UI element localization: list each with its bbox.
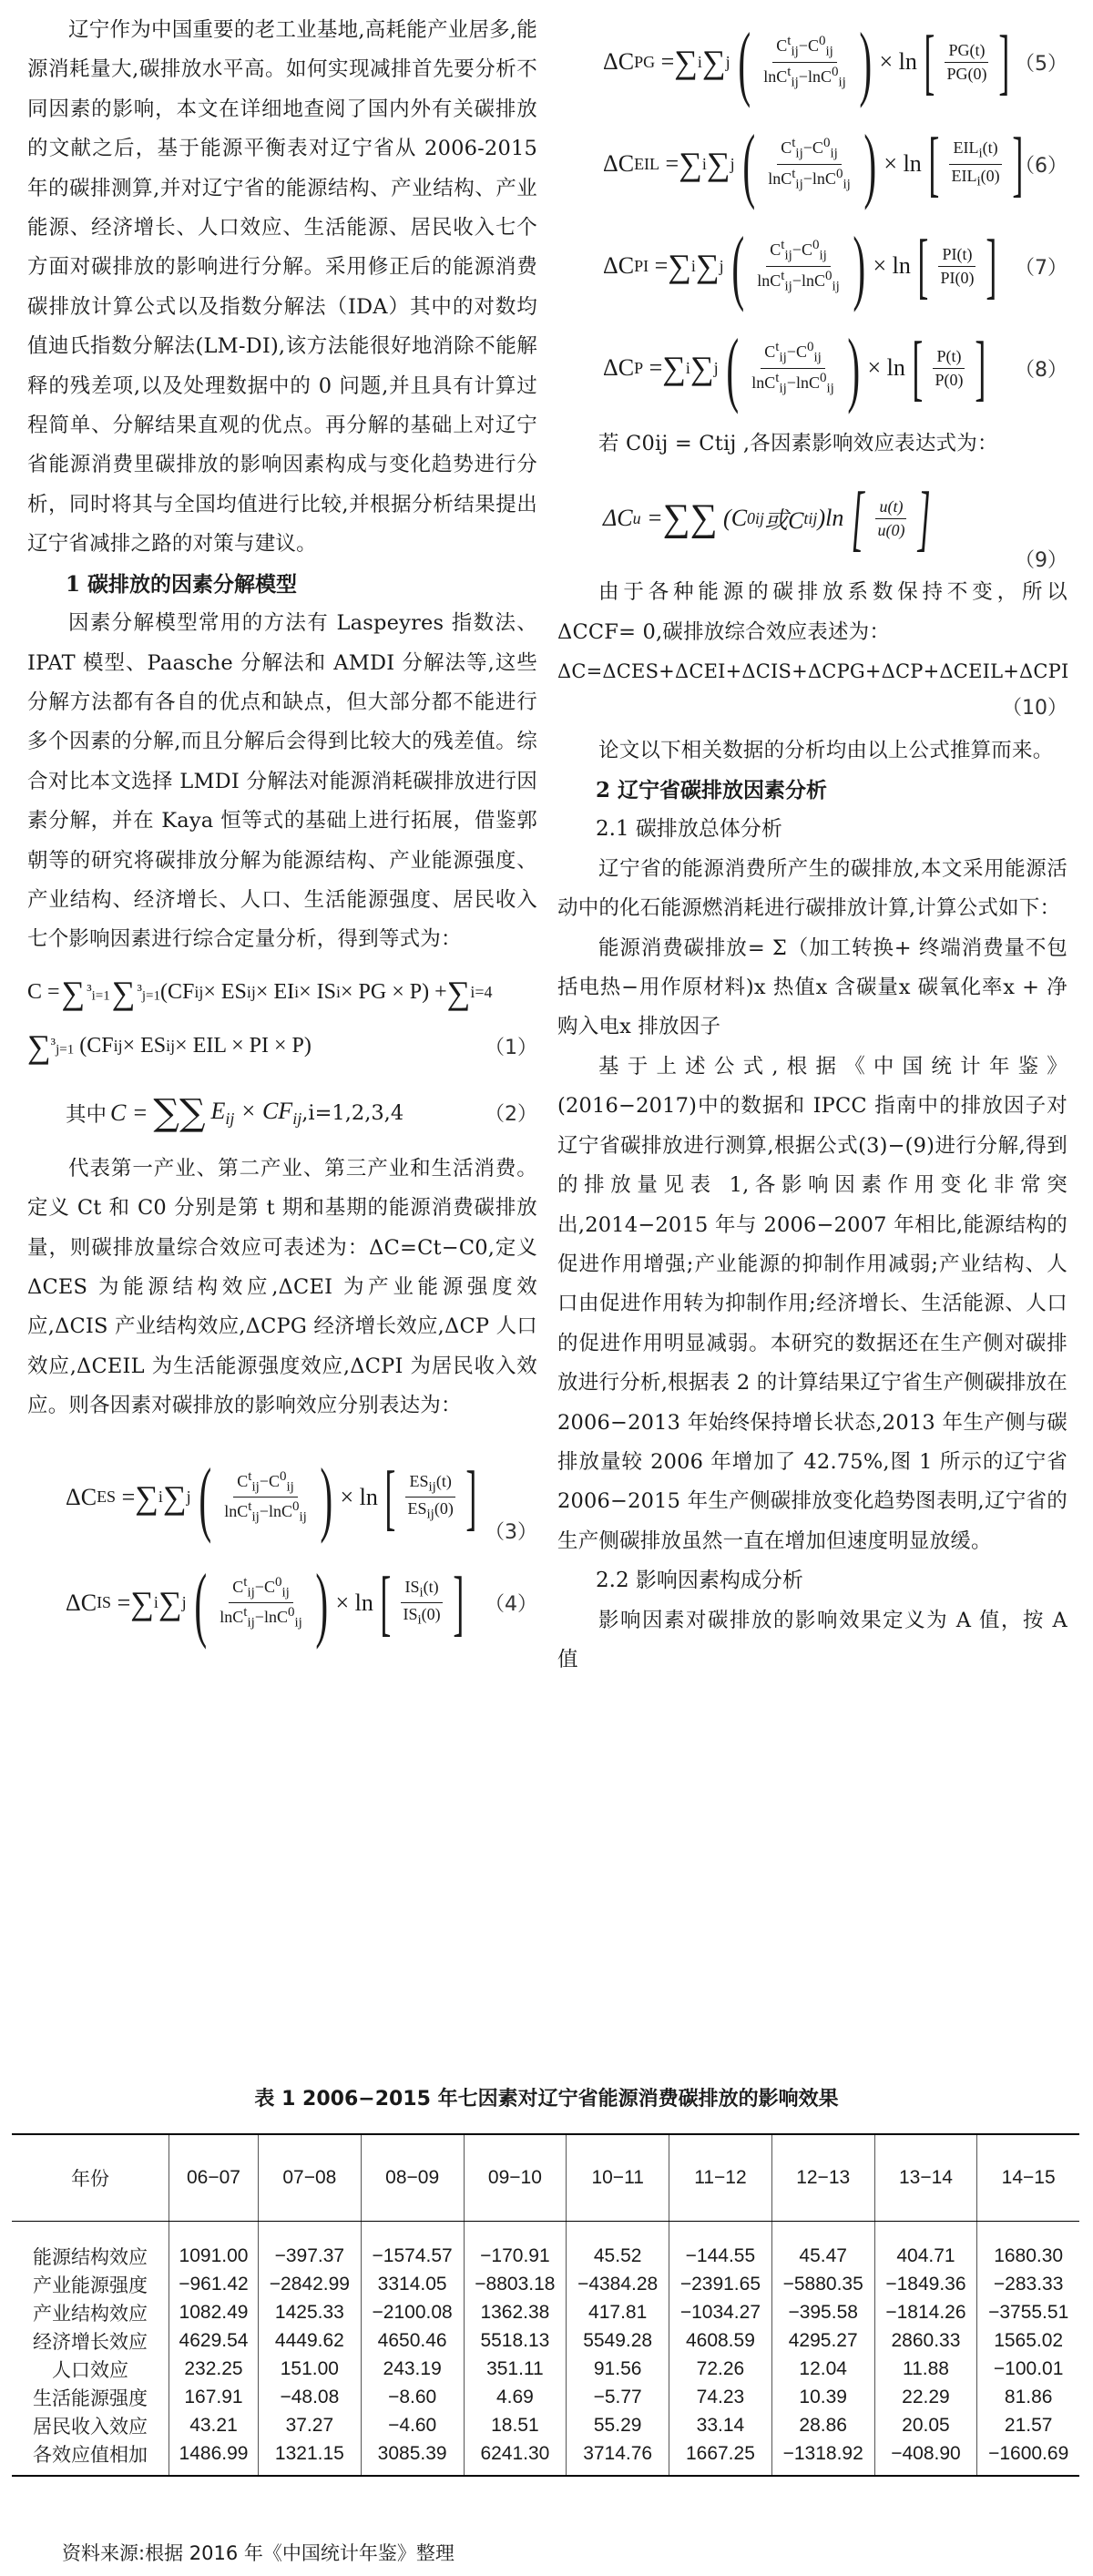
table-cell: −1034.27 — [669, 2298, 772, 2326]
table-cell: −5.77 — [567, 2383, 669, 2411]
emission-calc-paragraph: 辽宁省的能源消费所产生的碳排放,本文采用能源活动中的化石能源燃消耗进行碳排放计算,计算公式如下： — [557, 856, 1067, 921]
table-header-row — [12, 2134, 1079, 2222]
table-cell: −961.42 — [169, 2270, 259, 2298]
table-cell: 3714.76 — [567, 2439, 669, 2476]
equation-2: 其中 C = ∑∑ $E_{ij} \times CF_{ij}$ ,i=1,2,3,4 （2） — [66, 1091, 537, 1134]
table-cell: 167.91 — [169, 2383, 259, 2411]
emission-formula-paragraph: 能源消费碳排放= Σ（加工转换+ 终端消费量不包括电热−用作原材料)x 热值x 含碳量x 碳氧化率x + 净购入电x 排放因子 — [557, 935, 1067, 1039]
table-cell: 151.00 — [258, 2355, 361, 2383]
equation-3: ΔC ES = ∑ i ∑ j ( $\frac{C^t_{ij}-C^0_{ij}}{\ln C^t_{ij}-\ln C^0_{ij}}$ ) × ln [ $\frac{ES_{ij}(t)}{ES_{ij}(0)}$ ] （3） — [66, 1450, 537, 1544]
table-cell: 5549.28 — [567, 2326, 669, 2355]
table-cell: −1574.57 — [361, 2222, 464, 2271]
equation-7: ΔC PI = ∑ i ∑ j ( $\frac{C^t_{ij}-C^0_{ij}}{\ln C^t_{ij}-\ln C^0_{ij}}$ ) × ln [ $\frac{PI(t)}{PI(0)}$ ] （7） — [603, 220, 1067, 312]
section-2-2-heading: 2.2 影响因素构成分析 — [596, 1569, 803, 1593]
table-cell: −8803.18 — [464, 2270, 567, 2298]
section-2-heading: 2 辽宁省碳排放因素分析 — [596, 778, 828, 803]
table-cell: 91.56 — [567, 2355, 669, 2383]
table-row-label: 经济增长效应 — [33, 2331, 148, 2353]
table-cell: −4.60 — [361, 2411, 464, 2439]
condition-paragraph: 若 C0ij = Ctij ,各因素影响效应表达式为： — [598, 432, 998, 455]
table-cell: 6241.30 — [464, 2439, 567, 2476]
table-row-label: 居民收入效应 — [33, 2416, 148, 2438]
table-cell: 1082.49 — [169, 2298, 259, 2326]
a-value-paragraph: 影响因素对碳排放的影响效果定义为 A 值，按 A 值 — [557, 1608, 1067, 1671]
table-cell: 1565.02 — [977, 2326, 1079, 2355]
table-cell: 4650.46 — [361, 2326, 464, 2355]
equation-10-number: （10） — [1002, 696, 1067, 720]
equation-5-number: （5） — [1015, 52, 1067, 76]
table-cell: −2391.65 — [669, 2270, 772, 2298]
table-cell: −8.60 — [361, 2383, 464, 2411]
equation-3-number: （3） — [485, 1520, 537, 1544]
table-cell: 1667.25 — [669, 2439, 772, 2476]
equation-4-number: （4） — [485, 1593, 537, 1617]
equation-2-number: （2） — [485, 1103, 537, 1127]
equation-10: ΔC=ΔCES+ΔCEI+ΔCIS+ΔCPG+ΔCP+ΔCEIL+ΔCPI — [557, 660, 1069, 683]
table-cell: 72.26 — [669, 2355, 772, 2383]
section-1-heading: 1 碳排放的因素分解模型 — [66, 571, 298, 597]
table-cell: −397.37 — [258, 2222, 361, 2271]
table-cell: 21.57 — [977, 2411, 1079, 2439]
equation-6: ΔC EIL = ∑ i ∑ j ( $\frac{C^t_{ij}-C^0_{ij}}{\ln C^t_{ij}-\ln C^0_{ij}}$ ) × ln [ $\frac{EIL_i(t)}{EIL_i(0)}$ ] （6） — [603, 118, 1067, 210]
section-2-1-heading: 2.1 碳排放总体分析 — [596, 817, 782, 842]
table-row — [12, 2222, 1079, 2271]
table-row — [12, 2326, 1079, 2355]
table-cell: 11.88 — [874, 2355, 977, 2383]
table-cell: 33.14 — [669, 2411, 772, 2439]
equation-5: ΔC PG = ∑ i ∑ j ( $\frac{C^t_{ij}-C^0_{ij}}{\ln C^t_{ij}-\ln C^0_{ij}}$ ) × ln [ $\frac{PG(t)}{PG(0)}$ ] （5） — [603, 15, 1067, 108]
table-row-label: 各效应值相加 — [12, 2439, 169, 2476]
table-cell: −4384.28 — [567, 2270, 669, 2298]
table-row — [12, 2355, 1079, 2383]
table-cell: 45.47 — [771, 2222, 874, 2271]
equation-8-number: （8） — [1015, 358, 1067, 382]
equation-9-number: （9） — [1015, 549, 1067, 573]
table-header-cell: 07−08 — [258, 2134, 361, 2222]
table-cell: −1600.69 — [977, 2439, 1079, 2476]
table-cell: 243.19 — [361, 2355, 464, 2383]
table-cell: −2100.08 — [361, 2298, 464, 2326]
table-cell: 1321.15 — [258, 2439, 361, 2476]
table-cell: −144.55 — [669, 2222, 772, 2271]
table-cell: 1680.30 — [977, 2222, 1079, 2271]
table-row-label: 生活能源强度 — [33, 2387, 148, 2409]
table-cell: 1091.00 — [169, 2222, 259, 2271]
table-header-cell: 08−09 — [361, 2134, 464, 2222]
table-cell: −5880.35 — [771, 2270, 874, 2298]
table-cell: 45.52 — [567, 2222, 669, 2271]
equation-1: C = ∑ $^3_{i=1}$ ∑ $^3_{j=1}$ (CF ij × ES ij × EI i × IS i × PG × P) + ∑ i=4 ∑ $^3_{j=1}$ (CF ij × ES ij × EIL × PI × P) （1） — [27, 974, 537, 1065]
right-column — [557, 11, 1067, 1680]
table-caption: 表 1 2006−2015 年七因素对辽宁省能源消费碳排放的影响效果 — [254, 2088, 839, 2111]
table-cell: 417.81 — [567, 2298, 669, 2326]
table-cell: −48.08 — [258, 2383, 361, 2411]
equation-4: ΔC IS = ∑ i ∑ j ( $\frac{C^t_{ij}-C^0_{ij}}{\ln C^t_{ij}-\ln C^0_{ij}}$ ) × ln [ $\frac{IS_i(t)}{IS_i(0)}$ ] （4） — [66, 1556, 537, 1650]
equation-2-prefix: 其中 — [66, 1102, 107, 1127]
table-header-cell: 09−10 — [464, 2134, 567, 2222]
table-cell: 43.21 — [169, 2411, 259, 2439]
table-cell: 4629.54 — [169, 2326, 259, 2355]
table-cell: −3755.51 — [977, 2298, 1079, 2326]
table-cell: 4.69 — [464, 2383, 567, 2411]
table-cell: 37.27 — [258, 2411, 361, 2439]
table-cell: −100.01 — [977, 2355, 1079, 2383]
table-row — [12, 2411, 1079, 2439]
table-header-cell: 10−11 — [567, 2134, 669, 2222]
table-cell: 81.86 — [977, 2383, 1079, 2411]
table-cell: 28.86 — [771, 2411, 874, 2439]
table-cell: −2842.99 — [258, 2270, 361, 2298]
table-header-cell: 12−13 — [771, 2134, 874, 2222]
model-paragraph: 因素分解模型常用的方法有 Laspeyres 指数法、IPAT 模型、Paasche 分解法和 AMDI 分解法等,这些分解方法都有各自的优点和缺点，但大部分都不能进行多个因素的分解,而且分解后会得到比较大的残差值。综合对比本文选择 LMDI 分解法对能源消耗碳排放进行因素分解，并在 Kaya 恒等式的基础上进行拓展，借鉴郭朝等的研究将碳排放分解为能源结构、产业能源强度、产业结构、经济增长、人口、生活能源强度、居民收入七个影响因素进行综合定量分析，得到等式为： — [27, 611, 537, 952]
table-cell: −283.33 — [977, 2270, 1079, 2298]
table-header-cell: 06−07 — [169, 2134, 259, 2222]
table-cell: 5518.13 — [464, 2326, 567, 2355]
equation-1-number: （1） — [485, 1037, 537, 1060]
table-cell: 404.71 — [874, 2222, 977, 2271]
table-cell: 74.23 — [669, 2383, 772, 2411]
table-cell: 2860.33 — [874, 2326, 977, 2355]
ccf-paragraph: 由于各种能源的碳排放系数保持不变，所以 ΔCCF= 0,碳排放综合效应表述为： — [557, 580, 1067, 644]
table-cell: 4608.59 — [669, 2326, 772, 2355]
table-cell: 4295.27 — [771, 2326, 874, 2355]
table-header-cell: 年份 — [12, 2134, 169, 2222]
definition-paragraph: 代表第一产业、第二产业、第三产业和生活消费。定义 Ct 和 C0 分别是第 t 期和基期的能源消费碳排放量，则碳排放量综合效应可表述为：ΔC=Ct−C0,定义 ΔCES 为能源结构效应,ΔCEI 为产业能源强度效应,ΔCIS 产业结构效应,ΔCPG 经济增长效应,ΔCP 人口效应,ΔCEIL 为生活能源强度效应,ΔCPI 为居民收入效应。则各因素对碳排放的影响效应分别表达为： — [27, 1156, 537, 1418]
equation-8: ΔC P = ∑ i ∑ j ( $\frac{C^t_{ij}-C^0_{ij}}{\ln C^t_{ij}-\ln C^0_{ij}}$ ) × ln [ $\frac{P(t)}{P(0)}$ ] （8） — [603, 322, 1067, 414]
equation-9: ΔC u = ∑∑ (C 0 ij 或C t ij )ln [ $\frac{u(t)}{u(0)}$ ] （9） — [603, 478, 1067, 573]
table-cell: −1814.26 — [874, 2298, 977, 2326]
analysis-paragraph: 基于上述公式,根据《中国统计年鉴》(2016−2017)中的数据和 IPCC 指南中的排放因子对辽宁省碳排放进行测算,根据公式(3)−(9)进行分解,得到的排放量见表 1,各影响因素作用变化非常突出,2014−2015 年与 2006−2007 年相比,能源结构的促进作用增强;产业能源的抑制作用减弱;产业结构、人口由促进作用转为抑制作用;经济增长、生活能源、人口的促进作用明显减弱。本研究的数据还在生产侧对碳排放进行分析,根据表 2 的计算结果辽宁省生产侧碳排放在 2006−2013 年始终保持增长状态,2013 年生产侧与碳排放量较 2006 年增加了 42.75%,图 1 所示的辽宁省 2006−2015 年生产侧碳排放变化趋势图表明,辽宁省的生产侧碳排放虽然一直在增加但速度明显放缓。 — [557, 1054, 1067, 1553]
left-column — [27, 11, 537, 1656]
table-cell: 1486.99 — [169, 2439, 259, 2476]
table-row-label: 产业能源强度 — [33, 2274, 148, 2296]
table-row — [12, 2383, 1079, 2411]
table-cell: 20.05 — [874, 2411, 977, 2439]
equation-7-number: （7） — [1015, 256, 1067, 280]
table-row — [12, 2439, 1079, 2476]
table-cell: 12.04 — [771, 2355, 874, 2383]
table-row-label: 能源结构效应 — [33, 2246, 148, 2268]
table-cell: 3085.39 — [361, 2439, 464, 2476]
table-cell: 18.51 — [464, 2411, 567, 2439]
table-cell: 10.39 — [771, 2383, 874, 2411]
table-row-label: 产业结构效应 — [33, 2303, 148, 2325]
table-cell: 1425.33 — [258, 2298, 361, 2326]
impact-effects-table — [12, 2133, 1079, 2477]
table-cell: 4449.62 — [258, 2326, 361, 2355]
table-row — [12, 2270, 1079, 2298]
table-cell: 22.29 — [874, 2383, 977, 2411]
table-cell: −408.90 — [874, 2439, 977, 2476]
table-cell: −1849.36 — [874, 2270, 977, 2298]
table-cell: 1362.38 — [464, 2298, 567, 2326]
intro-paragraph: 辽宁作为中国重要的老工业基地,高耗能产业居多,能源消耗量大,碳排放水平高。如何实现减排首先要分析不同因素的影响，本文在详细地查阅了国内外有关碳排放的文献之后，基于能源平衡表对辽宁省从 2006-2015 年的碳排测算,并对辽宁省的能源结构、产业结构、产业能源、经济增长、人口效应、生活能源、居民收入七个方面对碳排放的影响进行分解。采用修正后的能源消费碳排放计算公式以及指数分解法（IDA）其中的对数均值迪氏指数分解法(LM-DI),该方法能很好地消除不能解释的残差项,以及处理数据中的 0 问题,并且具有计算过程简单、分解结果直观的优点。再分解的基础上对辽宁省能源消费里碳排放的影响因素构成与变化趋势进行分析，同时将其与全国均值进行比较,并根据分析结果提出辽宁省减排之路的对策与建议。 — [27, 18, 537, 557]
table-cell: 55.29 — [567, 2411, 669, 2439]
table-header-cell: 14−15 — [977, 2134, 1079, 2222]
table-cell: −395.58 — [771, 2298, 874, 2326]
table-row — [12, 2298, 1079, 2326]
table-row-label: 人口效应 — [52, 2359, 128, 2381]
table-cell: −1318.92 — [771, 2439, 874, 2476]
table-cell: 232.25 — [169, 2355, 259, 2383]
table-header-cell: 11−12 — [669, 2134, 772, 2222]
table-cell: 3314.05 — [361, 2270, 464, 2298]
table-cell: −170.91 — [464, 2222, 567, 2271]
derivation-note: 论文以下相关数据的分析均由以上公式推算而来。 — [598, 738, 1054, 762]
equation-2-suffix: ,i=1,2,3,4 — [301, 1100, 404, 1125]
table-cell: 351.11 — [464, 2355, 567, 2383]
equation-6-number: （6） — [1015, 154, 1067, 178]
table-source-note: 资料来源:根据 2016 年《中国统计年鉴》整理 — [62, 2542, 455, 2564]
table-header-cell: 13−14 — [874, 2134, 977, 2222]
